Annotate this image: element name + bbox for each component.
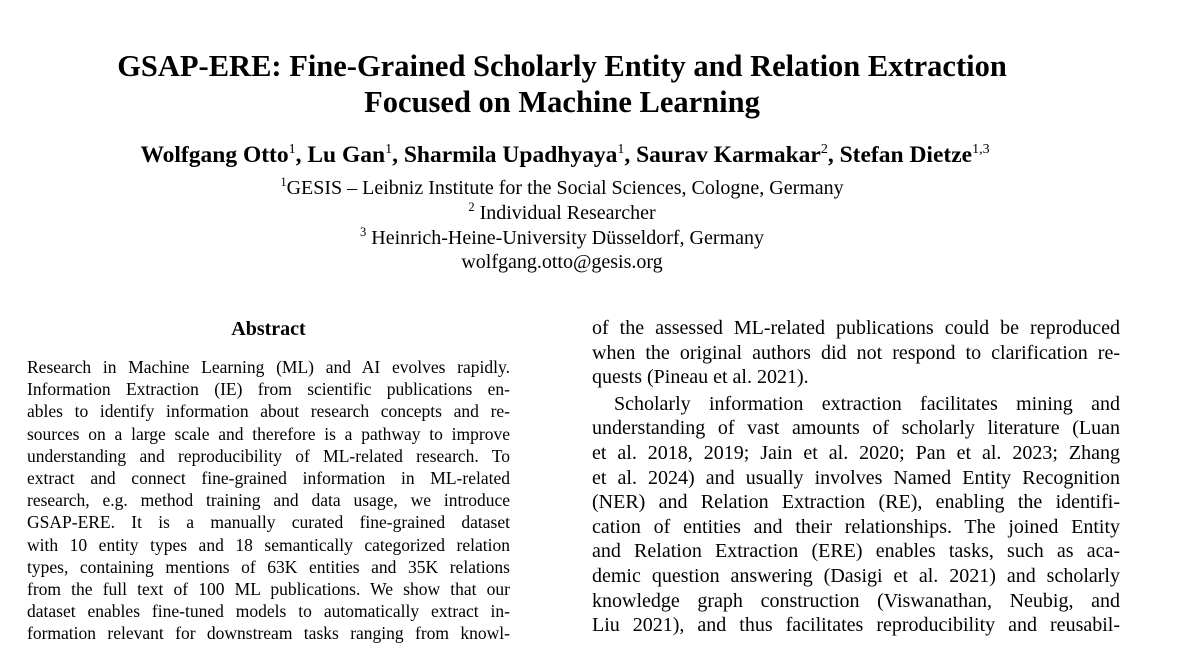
paragraph: [592, 316, 1120, 390]
abstract-line: dataset enables fine-tuned models to automatically extract in-: [27, 601, 510, 622]
paragraph-line: (NER) and Relation Extraction (RE), enabling the identifi-: [592, 491, 1120, 514]
paragraph-line: of the assessed ML-related publications could be reproduced: [592, 317, 1120, 339]
paragraph-line: knowledge graph construction (Viswanathan, Neubig, and: [592, 589, 1120, 612]
affiliations: [0, 176, 1124, 275]
abstract-line: sources on a large scale and therefore is a pathway to improve: [27, 423, 510, 444]
author-separator: ,: [624, 142, 637, 168]
paragraph-line: quests (Pineau et al. 2021).: [592, 366, 809, 389]
abstract-line: from the full text of 100 ML publications. We show that our: [27, 579, 510, 600]
author-name: Stefan Dietze: [839, 142, 973, 168]
abstract-line: formation relevant for downstream tasks ranging from knowl-: [27, 623, 510, 644]
abstract-line: extract and connect fine-grained information in ML-related: [27, 468, 510, 489]
paragraph-line: Liu 2021), and thus facilitates reproducibility and reusabil-: [592, 614, 1120, 637]
title-line: GSAP-ERE: Fine-Grained Scholarly Entity and Relation Extraction: [117, 49, 1007, 83]
paragraph-line: and Relation Extraction (ERE) enables tasks, such as aca-: [592, 540, 1120, 563]
author-affil-mark: 1: [385, 142, 393, 157]
paragraph-line: when the original authors did not respond to clarification re-: [592, 341, 1120, 364]
author-separator: ,: [295, 142, 308, 168]
paragraph-line: Scholarly information extraction facilitates mining and: [614, 392, 1120, 415]
author-affil-mark: 1: [617, 142, 625, 157]
author-separator: ,: [827, 142, 840, 168]
paragraph-line: et al. 2018, 2019; Jain et al. 2020; Pan et al. 2023; Zhang: [592, 441, 1120, 464]
affiliation: [0, 226, 1124, 251]
paragraph: [592, 392, 1120, 638]
affiliation-text: Individual Researcher: [474, 201, 656, 224]
affiliation-text: Heinrich-Heine-University Düsseldorf, Germany: [366, 226, 764, 249]
intro-column: [592, 316, 1120, 638]
title-line: Focused on Machine Learning: [364, 85, 760, 119]
affiliation-mark: 1: [280, 175, 287, 189]
abstract-line: types, containing mentions of 63K entities and 35K relations: [27, 556, 510, 577]
affiliation: [0, 176, 1124, 201]
abstract-line: understanding and reproducibility of ML-related research. To: [27, 445, 510, 466]
affiliation-mark: 2: [468, 199, 475, 214]
abstract-line: ables to identify information about research concepts and re-: [27, 401, 510, 422]
author-separator: ,: [392, 142, 404, 168]
author-affil-mark: 1,3: [972, 142, 990, 157]
paragraph-line: cation of entities and their relationships. The joined Entity: [592, 515, 1120, 538]
abstract-line: Information Extraction (IE) from scientific publications en-: [27, 379, 510, 400]
paragraph-line: demic question answering (Dasigi et al. 2021) and scholarly: [592, 564, 1120, 587]
affiliation: [0, 201, 1124, 226]
abstract-heading: Abstract: [231, 318, 306, 340]
paragraph-line: understanding of vast amounts of scholarly literature (Luan: [592, 417, 1120, 440]
author-name: Saurav Karmakar: [636, 142, 821, 168]
paragraph-line: et al. 2024) and usually involves Named Entity Recognition: [592, 466, 1120, 489]
abstract-line: with 10 entity types and 18 semantically categorized relation: [27, 534, 510, 555]
author-name: Sharmila Upadhyaya: [403, 142, 618, 168]
author-list: [0, 140, 1130, 170]
author-affil-mark: 1: [288, 142, 296, 157]
email: wolfgang.otto@gesis.org: [461, 251, 663, 274]
author-name: Lu Gan: [307, 142, 386, 168]
affiliation-mark: 3: [360, 224, 367, 239]
abstract-line: Research in Machine Learning (ML) and AI evolves rapidly.: [27, 357, 510, 377]
abstract-body: [27, 356, 510, 645]
affiliation-text: GESIS – Leibniz Institute for the Social Sciences, Cologne, Germany: [286, 177, 844, 199]
paper-title: [0, 48, 1124, 120]
abstract-line: research, e.g. method training and data usage, we introduce: [27, 490, 510, 511]
author-name: Wolfgang Otto: [140, 142, 289, 168]
abstract-line: GSAP-ERE. It is a manually curated fine-grained dataset: [27, 512, 510, 533]
author-affil-mark: 2: [820, 142, 828, 157]
